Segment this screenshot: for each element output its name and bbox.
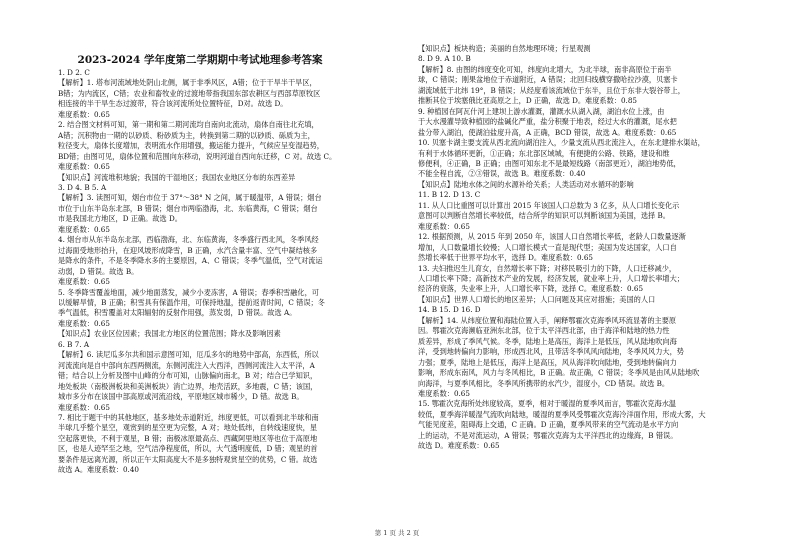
text-line: 【知识点】陆地水体之间的水源补给关系；人类活动对水循环的影响 bbox=[418, 179, 634, 189]
text-line: 盐分带入湖泊，使湖泊盐度升高，A 正确，BCD 错误，故选 A。难度系数：0.65 bbox=[418, 127, 677, 137]
text-line: 上的运动，不是对流运动，A 错误；鄂霍次克海为太平洋西北的边缘海，B 错误。 bbox=[418, 430, 678, 440]
text-line: 因。鄂霍次克海濒临亚洲东北部，位于太平洋西北部，由于海洋和陆地的热力性 bbox=[418, 326, 670, 336]
text-line: 3. D 4. B 5. A bbox=[58, 182, 107, 192]
text-line: 球，C 错误；刚果盆地位于赤道附近，A 错误；北回归线横穿撒哈拉沙漠，贝塞卡 bbox=[418, 75, 678, 85]
text-line: 难度系数：0.65 bbox=[58, 162, 110, 172]
text-line: 于大水漫灌导致种植园的盐碱化严重，盐分积聚于地表，经过大水的灌溉，尾水把 bbox=[418, 117, 677, 127]
text-line: 增加，人口数量增长较慢；人口增长模式一直是现代型；美国为发达国家，人口自 bbox=[418, 242, 677, 252]
page-footer: 第 1 页 共 2 页 bbox=[374, 529, 420, 537]
text-line: 【知识点】板块构造；美丽的自然地理环境；行星观测 bbox=[418, 44, 591, 53]
text-line: 影响，形成东南风，风力与冬风相比，B 正确。故正确，C 错误；冬季风是由风从陆地吹 bbox=[418, 368, 700, 378]
text-line: 质差异，形成了季风气候。冬季，陆地上是高压，海洋上是低压，风从陆地吹向海 bbox=[418, 336, 677, 346]
text-line: 修便利，④正确，B 正确；由图可知东北不是最短线路（南部更近），湖泊地势低， bbox=[418, 158, 681, 168]
text-line: 难度系数：0.65 bbox=[58, 402, 110, 412]
text-line: 6. B 7. A bbox=[58, 339, 90, 349]
text-line: 12. 根据预测，从 2015 年到 2050 年，该国人口自然增长率低，老龄人口数量逐渐 bbox=[418, 232, 686, 242]
text-line: 难度系数：0.65 bbox=[58, 277, 110, 287]
text-line: 是降水的条件，不是冬季降水多的主要原因，A、C 错误；冬季气温低，空气对流运 bbox=[58, 256, 323, 266]
text-line: 要条件是远离光源，所以正午太阳高度大不是多独特观赏星空的优势，C 错。故选 bbox=[58, 454, 318, 464]
text-line: 河流流向是自中部向东西两侧流，东侧河流注入大西洋，西侧河流注入太平洋，A bbox=[58, 360, 315, 370]
text-line: 粒径变大，扇体长度增加，表明流水作用增强，搬运能力提升，气候应呈变湿趋势， bbox=[58, 141, 324, 151]
text-line: 空起落更快，不利于观星，B 错；南极冰原最高点、西藏阿里地区等也位于高原地 bbox=[58, 433, 318, 443]
text-line: 14. B 15. D 16. D bbox=[418, 305, 481, 315]
text-line: 不能全程自流，②③错误，故选 B。难度系数：0.40 bbox=[418, 169, 586, 179]
text-line: 10. 贝塞卡湖主要支流从西北流向湖泊注入，少量支流从西北流注入，在东北建排水渠站， bbox=[418, 138, 705, 148]
text-line: 有利于水体循环更新，①正确；东北部区域城，有便捷的公路、铁路，建设和维 bbox=[418, 148, 670, 158]
text-line: 市是我国北方地区，D 正确。故选 D。 bbox=[58, 214, 182, 224]
left-column bbox=[58, 68, 396, 476]
text-line: 【知识点】河流堆积地貌；我国的干湿地区；我国农业地区分布的东西差异 bbox=[58, 172, 296, 182]
text-line: 城市多分布在该国中部高原或河流沿线，平原地区城市稀少，D 错。故选 B。 bbox=[58, 392, 304, 402]
text-line: 湖流域低于北纬 19°，B 错误；从经度看该流域位于东半，且位于东非大裂谷带上， bbox=[418, 85, 685, 95]
text-line: 4. 烟台市从东半岛东北部，西临渤海，北、东临黄海，冬季盛行西北风，冬季风经 bbox=[58, 235, 319, 245]
text-line: 较低，夏季海洋暖湿气流吹向陆地，暖湿的夏季风受鄂霍次克海冷洋面作用，形成大雾，大 bbox=[418, 409, 706, 419]
text-line: 难度系数：0.65 bbox=[418, 221, 470, 231]
text-line: 15. 鄂霍次克海所处纬度较高，夏季，相对于暖湿的夏季风而言，鄂霍次克海水温 bbox=[418, 399, 677, 409]
text-line: 故选 A。难度系数：0.40 bbox=[58, 465, 139, 475]
text-line: 动弱，D 错误。故选 B。 bbox=[58, 266, 139, 276]
text-line: 故选 D。难度系数：0.65 bbox=[418, 441, 500, 451]
text-line: 气能见度差，阻碍海上交通，C 正确。D 正确，夏季风带来的空气流动是水平方向 bbox=[418, 420, 679, 430]
text-line: 难度系数：0.65 bbox=[418, 388, 470, 398]
text-line: 5. 冬季降雪覆盖地面，减少地面蒸发，减少小麦冻害，A 错误；春季积雪融化，可 bbox=[58, 287, 319, 297]
text-line: 2. 结合图文材料可知，第一期和第二期河流均自南向北流动，扇体自南往北充填， bbox=[58, 120, 319, 130]
text-line: 9. 种植园在阿瓦什河上建坝上游水灌溉，灌溉水从湖入湖，湖泊水位上涨，由 bbox=[418, 106, 665, 116]
text-line: 【解析】3. 读图可知，烟台市位于 37°～38° N 之间，属于暖温带，A 错误；烟台 bbox=[58, 193, 322, 203]
text-line: 难度系数：0.65 bbox=[58, 109, 110, 119]
text-line: 区，也是人迹罕至之地，空气洁净程度低，所以，大气透明度低，D 错；观星的首 bbox=[58, 444, 318, 454]
text-line: 【知识点】农业区位因素；我国北方地区的位置范围；降水及影响因素 bbox=[58, 329, 281, 339]
text-line: 相连接的半干旱生态过渡带，符合该河流所处位置特征，D对。故选 D。 bbox=[58, 99, 288, 109]
text-line: 难度系数：0.65 bbox=[58, 224, 110, 234]
text-line: 1. D 2. C bbox=[58, 68, 90, 77]
text-line: 然增长率低于世界平均水平，选择 D。难度系数：0.65 bbox=[418, 253, 593, 263]
text-line: 【解析】14. 从纬度位置和海陆位置入手，阐释鄂霍次克海季风环流显著的主要原 bbox=[418, 315, 677, 325]
text-line: 力强；夏季，陆地上是低压，海洋上是高压，风从海洋吹向陆地，受到地转偏向力 bbox=[418, 357, 677, 367]
text-line: B错；为内流区，C错；农业和畜牧业的过渡地带指我国东部农耕区与西部草原牧区 bbox=[58, 88, 321, 98]
text-line: 半球几乎整个星空，观赏到的星空更为完整，A 对；地处低纬，自转线速度快，星 bbox=[58, 423, 318, 433]
text-line: BD错；由图可见，扇体位置和范围向东移动，说明河道自西向东迁移，C 对。故选 C。 bbox=[58, 151, 337, 161]
text-line: 洋，受到地转偏向力影响，形成西北风，且带活冬季风风向陆地，冬季风风力大，势 bbox=[418, 347, 684, 357]
text-line: 【解析】6. 读尼瓜多尔共和国示意图可知，厄瓜多尔的地势中部高，东西低，所以 bbox=[58, 350, 319, 360]
text-line: 8. D 9. A 10. B bbox=[418, 54, 471, 64]
text-line: 市位于山东半岛东北部，B 错误；烟台市两临渤海，北、东临黄海，C 错误；烟台 bbox=[58, 203, 318, 213]
text-line: 人口增长率下降；高新技术产业的发展，经济发展，就业率上升，人口增长率增大； bbox=[418, 273, 684, 283]
text-line: A错；沉积物由一期的以砂质、粉砂质为主，转换到第二期的以砂质、砾质为主， bbox=[58, 130, 315, 140]
text-line: 地处板块（南极洲板块和美洲板块）消亡边界，地壳活跃，多地震，C 错；该国， bbox=[58, 381, 318, 391]
text-line: 过海面受地形抬升，在迎风坡形成降雪，B 正确，水汽含量丰富、空气中凝结核多 bbox=[58, 245, 318, 255]
text-line: 意图可以判断自然增长率较低，结合所学的知识可以判断该国为美国，选择 B。 bbox=[418, 211, 670, 221]
text-line: 【解析】8. 由图的纬度变化可知，纬度向北增大，为北半球，南非高原位于南半 bbox=[418, 64, 672, 74]
text-line: 错；结合以上分析及图中山峰的分布可知，山脉偏向南北，B 对；结合已学知识， bbox=[58, 371, 318, 381]
text-line: 11. 从人口比重图可以计算出 2015 年该国人口总数为 3 亿多，从人口增长变化示 bbox=[418, 200, 680, 210]
text-line: 【解析】1. 塔布河流域地处阴山北侧，属于非季风区，A错；位于干旱半干旱区， bbox=[58, 78, 317, 88]
text-line: 11. B 12. D 13. C bbox=[418, 190, 481, 200]
text-line: 13. 夫妇推迟生儿育女，自然增长率下降；对移民吸引力的下降，人口迁移减少， bbox=[418, 263, 677, 273]
text-line: 【知识点】世界人口增长的地区差异；人口问题及其应对措施；美国的人口 bbox=[418, 294, 656, 304]
text-line: 经济的衰落，失业率上升，人口增长率下降，选择 C。难度系数：0.65 bbox=[418, 284, 644, 294]
right-column bbox=[418, 44, 752, 452]
document-title: 2023-2024 学年度第二学期期中考试地理参考答案 bbox=[77, 54, 323, 66]
text-line: 季气温低，积雪覆盖对太阳辐射的反射作用强，蒸发弱，D 错误。故选 A。 bbox=[58, 308, 297, 318]
text-line: 以缓解旱情，B 正确；积雪具有保温作用，可保持地温，提前返青时间，C 错误；冬 bbox=[58, 297, 325, 307]
text-line: 难度系数：0.65 bbox=[58, 318, 110, 328]
text-line: 推断其位于埃塞俄比亚高原之上，D 正确，故选 D。难度系数：0.85 bbox=[418, 96, 637, 106]
text-line: 向海洋，与夏季风相比，冬季风所携带的水汽少，湿度小，CD 错误。故选 B。 bbox=[418, 378, 670, 388]
text-line: 7. 相比于题干中的其他地区，基多地处赤道附近，纬度更低，可以看到北半球和南 bbox=[58, 412, 319, 422]
